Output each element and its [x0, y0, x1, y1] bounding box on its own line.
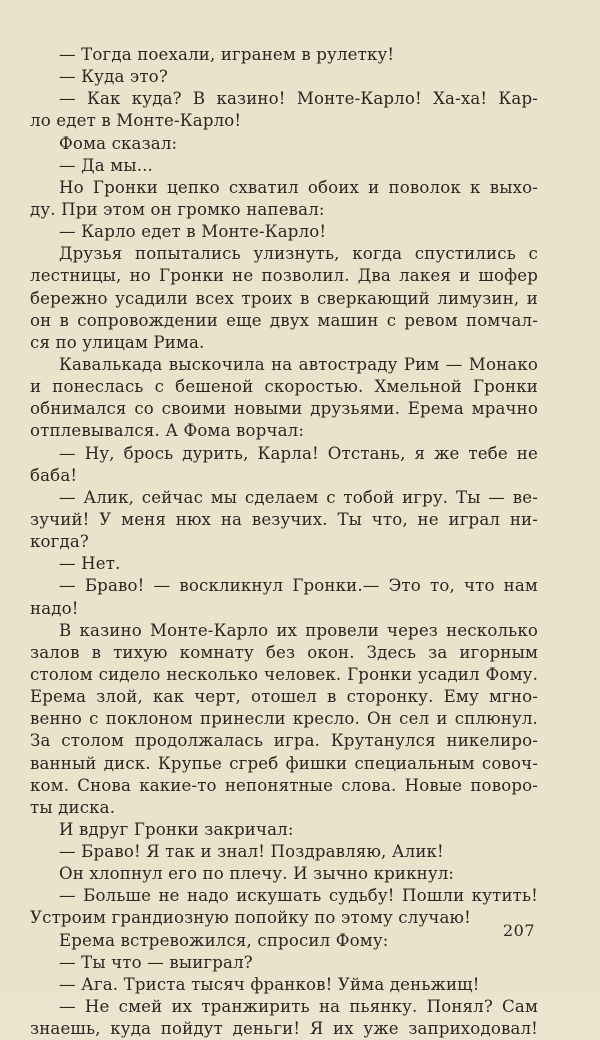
text-line: — Больше не надо искушать судьбу! Пошли кутить! [59, 886, 538, 906]
text-line: И вдруг Гронки закричал: [59, 819, 294, 839]
page-number: 207 [503, 921, 536, 940]
text-line: зучий! У меня нюх на везучих. Ты что, не играл ни- [30, 509, 538, 529]
text-line: — Браво! Я так и знал! Поздравляю, Алик! [59, 842, 444, 862]
text-line: Он хлопнул его по плечу. И зычно крикнул: [59, 864, 455, 884]
text-line: — Куда это? [59, 67, 168, 87]
text-line: — Ты что — выиграл? [59, 952, 253, 972]
text-line: ванный диск. Крупье сгреб фишки специальным совоч- [30, 753, 538, 773]
text-line: ты диска. [30, 797, 116, 817]
text-line: За столом продолжалась игра. Крутанулся никелиро- [30, 731, 538, 751]
text-line: — Нет. [59, 554, 121, 574]
text-line: Друзья попытались улизнуть, когда спустились с [59, 244, 538, 264]
text-line: венно с поклоном принесли кресло. Он сел и сплюнул. [30, 709, 538, 729]
text-line: Ерема встревожился, спросил Фому: [59, 930, 389, 950]
text-line: знаешь, куда пойдут деньги! Я их уже заприходовал! [30, 1019, 538, 1039]
text-line: ком. Снова какие-то непонятные слова. Новые поворо- [30, 775, 538, 795]
text-line: Но Гронки цепко схватил обоих и поволок к выхо- [59, 177, 538, 197]
text-line: отплевывался. А Фома ворчал: [30, 421, 305, 441]
text-line: Кавалькада выскочила на автостраду Рим — Монако [59, 354, 538, 374]
text-line: — Ну, брось дурить, Карла! Отстань, я же тебе не [59, 443, 538, 463]
text-line: лестницы, но Гронки не позволил. Два лакея и шофер [30, 266, 538, 286]
text-line: ду. При этом он громко напевал: [30, 199, 325, 219]
text-line: он в сопровождении еще двух машин с ревом помчал- [30, 310, 538, 330]
text-line: когда? [30, 532, 89, 552]
text-line: — Карло едет в Монте-Карло! [59, 222, 327, 242]
text-line: бережно усадили всех троих в сверкающий лимузин, и [30, 288, 538, 308]
text-line: ло едет в Монте-Карло! [30, 111, 242, 131]
body-text [30, 44, 538, 1040]
text-line: В казино Монте-Карло их провели через несколько [59, 620, 538, 640]
text-line: Устроим грандиозную попойку по этому случаю! [30, 908, 471, 928]
text-line: Фома сказал: [59, 133, 178, 153]
text-line: — Алик, сейчас мы сделаем с тобой игру. Ты — ве- [59, 487, 538, 507]
text-line: — Браво! — воскликнул Гронки.— Это то, что нам [59, 576, 538, 596]
text-line: ся по улицам Рима. [30, 332, 205, 352]
text-line: Ерема злой, как черт, отошел в сторонку. Ему мгно- [30, 687, 538, 707]
text-line: баба! [30, 465, 78, 485]
text-line: — Как куда? В казино! Монте-Карло! Ха-ха! Кар- [59, 89, 538, 109]
text-line: и понеслась с бешеной скоростью. Хмельной Гронки [30, 377, 538, 397]
text-line: — Не смей их транжирить на пьянку. Понял? Сам [59, 997, 538, 1017]
text-line: — Да мы... [59, 155, 153, 175]
text-line: обнимался со своими новыми друзьями. Ерема мрачно [30, 399, 538, 419]
text-line: залов в тихую комнату без окон. Здесь за игорным [30, 642, 538, 662]
text-line: — Тогда поехали, игранем в рулетку! [59, 45, 395, 64]
text-line: столом сидело несколько человек. Гронки усадил Фому. [30, 664, 538, 684]
text-line: надо! [30, 598, 79, 618]
text-line: — Ага. Триста тысяч франков! Уйма деньжищ! [59, 974, 480, 994]
